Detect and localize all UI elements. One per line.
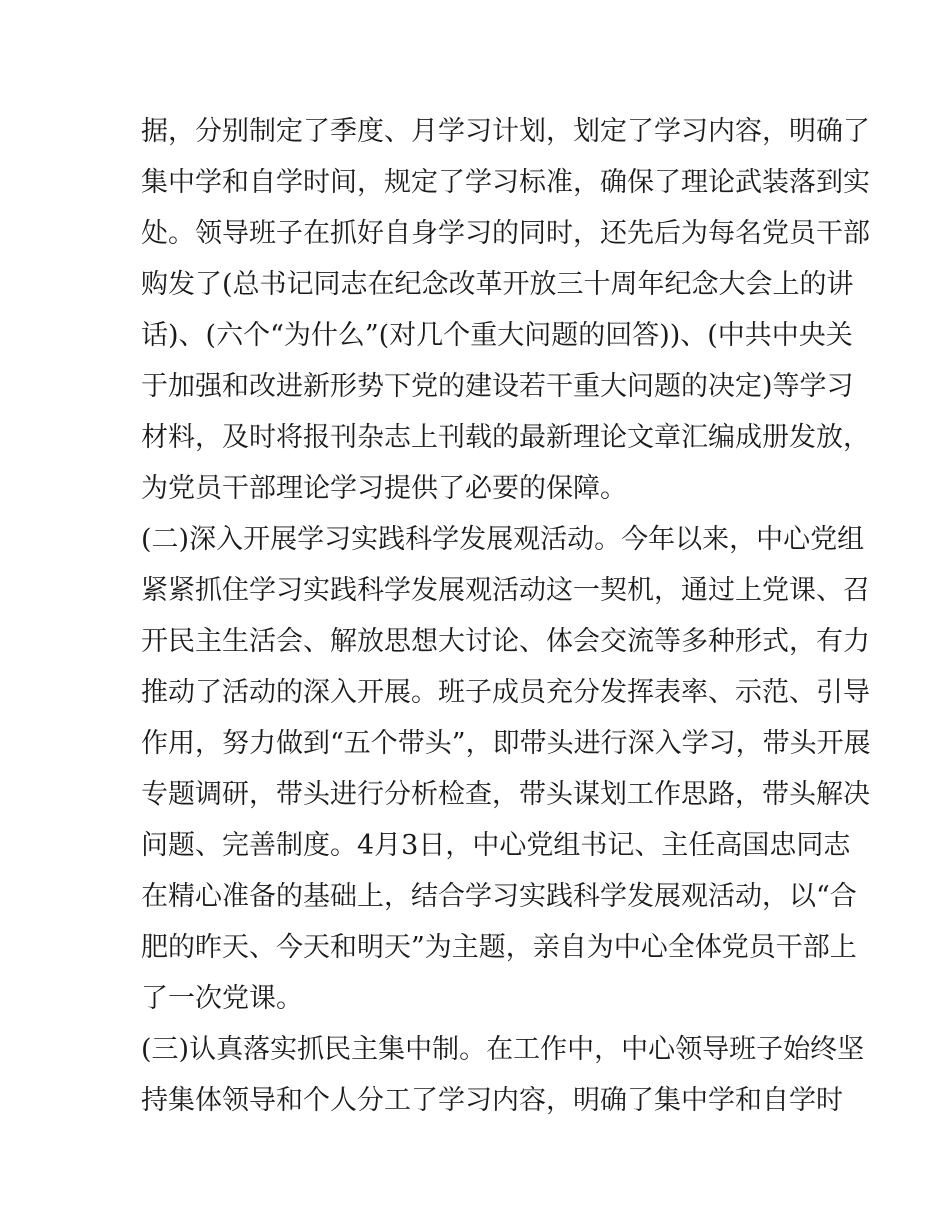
text-line-16: 在精心准备的基础上，结合学习实践科学发展观活动，以“合 <box>141 881 857 912</box>
text-line-20: 持集体领导和个人分工了学习内容，明确了集中学和自学时 <box>141 1085 843 1116</box>
text-line-11: 开民主生活会、解放思想大讨论、体会交流等多种形式，有力 <box>141 626 870 657</box>
text-line-8: 为党员干部理论学习提供了必要的保障。 <box>141 473 627 504</box>
text-line-17: 肥的昨天、今天和明天”为主题，亲自为中心全体党员干部上 <box>141 932 857 963</box>
text-line-7: 材料，及时将报刊杂志上刊载的最新理论文章汇编成册发放， <box>141 422 870 453</box>
text-line-19: (三)认真落实抓民主集中制。在工作中，中心领导班子始终坚 <box>141 1034 865 1065</box>
body-text <box>141 106 871 1126</box>
text-line-14: 专题调研，带头进行分析检查，带头谋划工作思路，带头解决 <box>141 779 870 810</box>
text-line-12: 推动了活动的深入开展。班子成员充分发挥表率、示范、引导 <box>141 677 870 708</box>
text-line-15: 问题、完善制度。4月3日，中心党组书记、主任高国忠同志 <box>141 830 851 861</box>
text-line-9: (二)深入开展学习实践科学发展观活动。今年以来，中心党组 <box>141 524 865 555</box>
text-line-18: 了一次党课。 <box>141 983 303 1014</box>
text-line-13: 作用，努力做到“五个带头”，即带头进行深入学习，带头开展 <box>141 728 871 759</box>
text-line-4: 购发了(总书记同志在纪念改革开放三十周年纪念大会上的讲 <box>141 269 854 300</box>
text-line-6: 于加强和改进新形势下党的建设若干重大问题的决定)等学习 <box>141 371 854 402</box>
text-line-5: 话)、(六个“为什么”(对几个重大问题的回答))、(中共中央关 <box>141 320 853 351</box>
text-line-1: 据，分别制定了季度、月学习计划，划定了学习内容，明确了 <box>141 116 870 147</box>
text-line-3: 处。领导班子在抓好自身学习的同时，还先后为每名党员干部 <box>141 218 870 249</box>
text-line-2: 集中学和自学时间，规定了学习标准，确保了理论武装落到实 <box>141 167 870 198</box>
text-line-10: 紧紧抓住学习实践科学发展观活动这一契机，通过上党课、召 <box>141 575 870 606</box>
